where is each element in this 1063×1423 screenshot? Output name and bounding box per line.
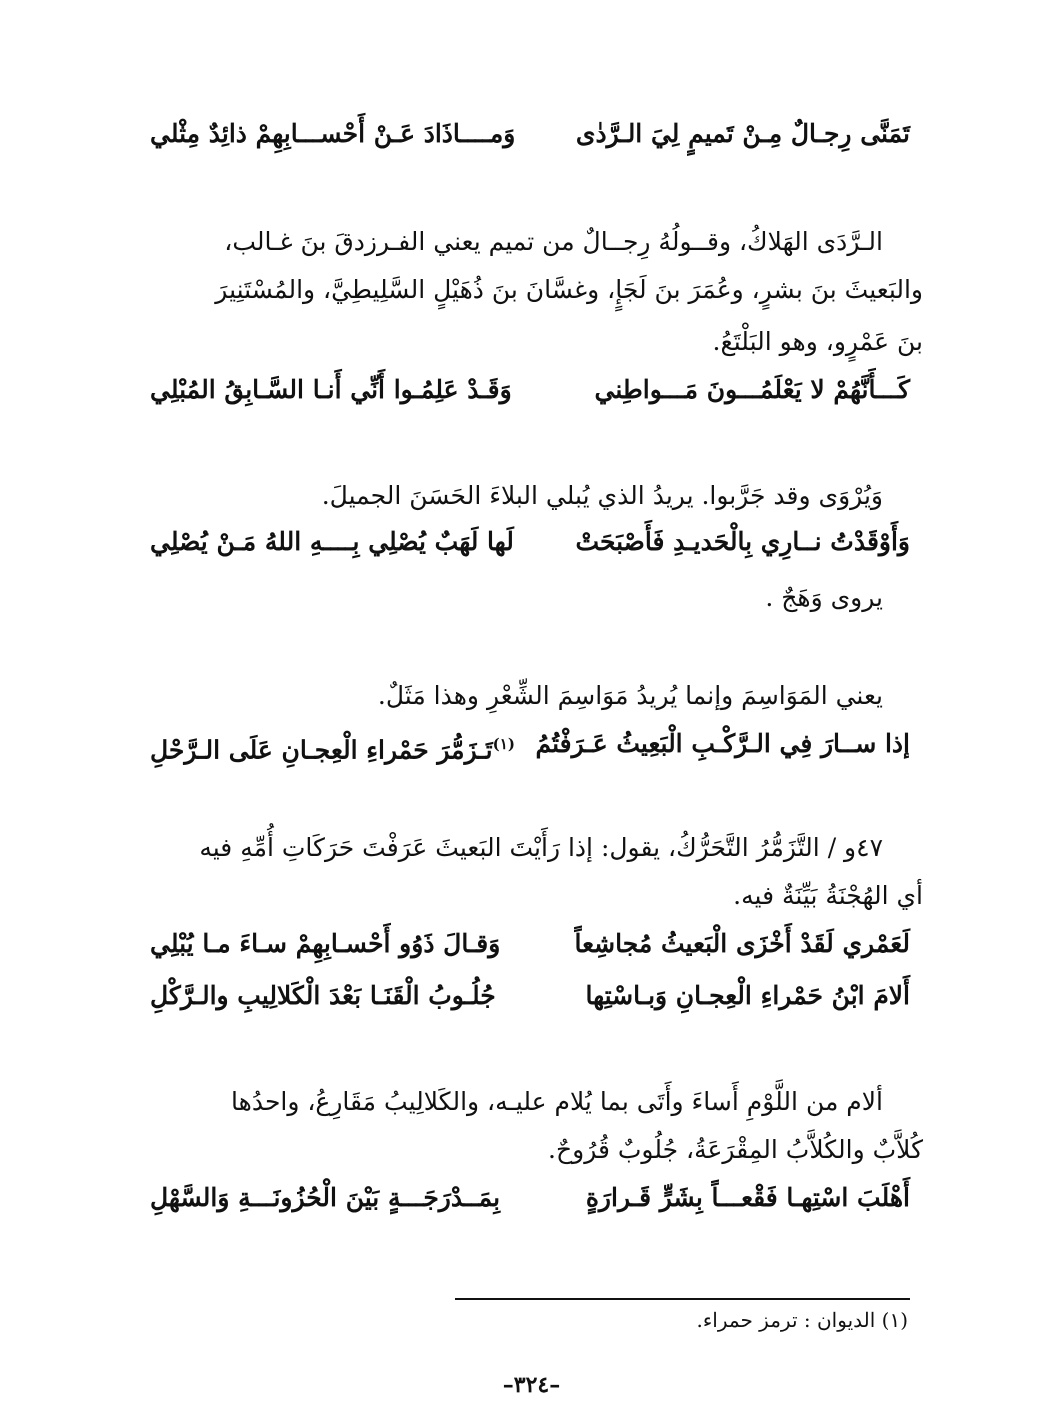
verse-line — [150, 722, 910, 766]
page-number: –٣٢٤– — [502, 1372, 561, 1398]
verse-line — [150, 1176, 910, 1220]
prose-line: أي الهُجْنَةُ بَيِّنَةٌ فيه. — [733, 881, 923, 910]
prose-line: ألام من اللَّوْمِ أَساءَ وأَتَى بما يُلام عليـه، والكَلالِيبُ مَقَارِعُ، واحدُها — [231, 1087, 883, 1116]
prose-line: يعني المَوَاسِمَ وإنما يُريدُ مَوَاسِمَ الشِّعْرِ وهذا مَثَلٌ. — [377, 681, 883, 710]
footnote-marker: (١) — [492, 735, 515, 753]
prose-line: والبَعيثَ بنَ بشرٍ، وعُمَرَ بنَ لَجَإٍ، وغسَّانَ بنَ ذُهَيْلٍ السَّلِيطِيَّ، والمُسْتَنِيرَ — [215, 275, 923, 304]
verse-hemistich-first: أَهْلَبَ اسْتِهـا فَقْعـــاً بِشَرٍّ قَـرارَةٍ — [585, 1183, 910, 1212]
prose-line: ٤٧و / التَّزَمُّرُ التَّحَرُّكُ، يقول: إذا رَأَيْتَ البَعيثَ عَرَفْتَ حَرَكَاتِ أُمِّهِ فيه — [199, 833, 883, 862]
footnote: (١) الديوان : ترمز حمراء. — [696, 1308, 908, 1332]
verse-hemistich-first: وَأَوْقَدْتُ نــارِي بِالْحَديـدِ فَأَصْبَحَتْ — [575, 527, 910, 556]
prose-line: الـرَّدَى الهَلاكُ، وقــولُهُ رِجــالٌ من تميم يعني الفـرزدقَ بنَ غـالب، — [224, 227, 883, 256]
verse-hemistich-second: بِمَــدْرَجَـــةٍ بَيْنَ الْحُزُونَـــةِ وَالسَّهْلِ — [150, 1183, 501, 1212]
verse-line — [150, 520, 910, 564]
verse-hemistich-second: وَقـالَ ذَوُو أَحْسـابِهِمْ سـاءَ مـا يُبْلِي — [150, 929, 501, 958]
verse-hemistich-second: وَمــــاذَادَ عَـنْ أَحْســـابِهِمْ ذائِدٌ مِثْلي — [150, 119, 516, 148]
verse-hemistich-first: لَعَمْري لَقَدْ أَخْزَى الْبَعيثُ مُجاشِعاً — [574, 929, 910, 958]
verse-hemistich-second: لَها لَهَبٌ يُصْلِي بِــــهِ اللهُ مَـنْ يُصْلِي — [150, 527, 514, 556]
verse-hemistich-first: تَمَنَّى رِجـالٌ مِـنْ تَميمٍ لِيَ الـرَّدٰى — [575, 119, 910, 148]
verse-hemistich-second: وَقَـدْ عَلِمُـوا أَنِّي أَنـا السَّـابِقُ المُبْلِي — [150, 375, 512, 404]
prose-line: كُلاَّبٌ والكُلاَّبُ المِقْرَعَةُ، جُلُوبٌ قُرُوحٌ. — [548, 1135, 923, 1164]
prose-line: بنَ عَمْرٍو، وهو البَلْتَعُ. — [712, 327, 923, 356]
prose-line: يروى وَهَجٌ . — [765, 583, 883, 612]
prose-line: وَيُرْوَى وقد جَرَّبوا. يريدُ الذي يُبلي البلاءَ الحَسَنَ الجميلَ. — [321, 481, 883, 510]
verse-line — [150, 974, 910, 1018]
verse-line — [150, 112, 910, 156]
footnote-divider — [455, 1298, 910, 1300]
verse-hemistich-text: تَـزَمُّرَ حَمْراءِ الْعِجـانِ عَلَى الـرَّحْلِ — [150, 735, 493, 765]
verse-line — [150, 368, 910, 412]
verse-hemistich-second: جُلُـوبُ الْقَنَـا بَعْدَ الْكَلالِيبِ والـرَّكْلِ — [150, 981, 496, 1010]
verse-hemistich-second — [150, 722, 515, 772]
verse-hemistich-first: كَـــأَنَّهُمْ لا يَعْلَمُـــونَ مَـــواطِني — [594, 375, 910, 404]
verse-hemistich-first: إذا ســارَ فِي الـرَّكْـبِ الْبَعِيثُ عَـرَفْتُمُ — [535, 729, 910, 758]
verse-line — [150, 922, 910, 966]
verse-hemistich-first: أَلامَ ابْنُ حَمْراءِ الْعِجـانِ وَبـاسْتِها — [585, 981, 910, 1010]
